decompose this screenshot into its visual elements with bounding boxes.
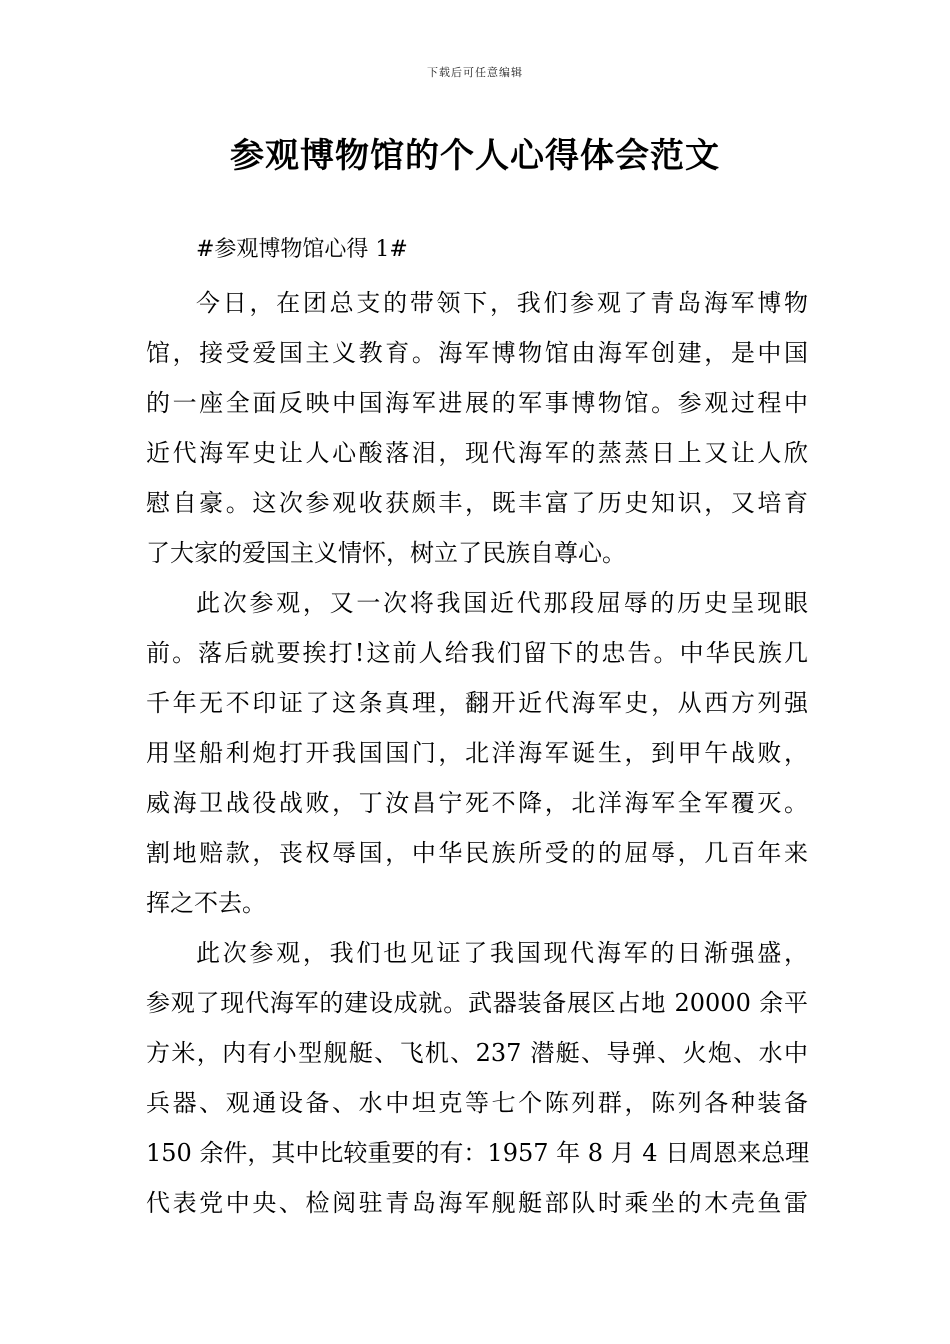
section-heading: #参观博物馆心得 1# bbox=[196, 237, 408, 262]
document-title: 参观博物馆的个人心得体会范文 bbox=[230, 136, 720, 176]
paragraph-2 bbox=[146, 578, 808, 928]
paragraph-line: 慰自豪。这次参观收获颇丰，既丰富了历史知识，又培育 bbox=[146, 489, 808, 517]
paragraph-line: 挥之不去。 bbox=[146, 889, 266, 917]
paragraph-line: 今日，在团总支的带领下，我们参观了青岛海军博物 bbox=[196, 289, 808, 317]
paragraph-line: 馆，接受爱国主义教育。海军博物馆由海军创建，是中国 bbox=[146, 339, 808, 367]
paragraph-3 bbox=[146, 928, 808, 1228]
paragraph-line: 前。落后就要挨打!这前人给我们留下的忠告。中华民族几 bbox=[146, 639, 808, 667]
paragraph-line: 威海卫战役战败，丁汝昌宁死不降，北洋海军全军覆灭。 bbox=[146, 789, 808, 817]
paragraph-line: 150 余件，其中比较重要的有：1957 年 8 月 4 日周恩来总理 bbox=[146, 1139, 810, 1167]
paragraph-1 bbox=[146, 278, 808, 578]
paragraph-line: 的一座全面反映中国海军进展的军事博物馆。参观过程中 bbox=[146, 389, 808, 417]
paragraph-line: 此次参观，我们也见证了我国现代海军的日渐强盛， bbox=[196, 939, 808, 967]
paragraph-line: 此次参观，又一次将我国近代那段屈辱的历史呈现眼 bbox=[196, 589, 808, 617]
paragraph-line: 割地赔款，丧权辱国，中华民族所受的的屈辱，几百年来 bbox=[146, 839, 808, 867]
paragraph-line: 方米，内有小型舰艇、飞机、237 潜艇、导弹、火炮、水中 bbox=[146, 1039, 808, 1067]
paragraph-line: 代表党中央、检阅驻青岛海军舰艇部队时乘坐的木壳鱼雷 bbox=[146, 1189, 808, 1217]
paragraph-line: 参观了现代海军的建设成就。武器装备展区占地 20000 余平 bbox=[146, 989, 808, 1017]
header-note: 下载后可任意编辑 bbox=[427, 66, 523, 79]
paragraph-line: 千年无不印证了这条真理，翻开近代海军史，从西方列强 bbox=[146, 689, 808, 717]
paragraph-line: 兵器、观通设备、水中坦克等七个陈列群，陈列各种装备 bbox=[146, 1089, 808, 1117]
paragraph-line: 用坚船利炮打开我国国门，北洋海军诞生，到甲午战败， bbox=[146, 739, 808, 767]
paragraph-line: 了大家的爱国主义情怀，树立了民族自尊心。 bbox=[146, 539, 626, 567]
document-body bbox=[146, 228, 808, 1228]
paragraph-line: 近代海军史让人心酸落泪，现代海军的蒸蒸日上又让人欣 bbox=[146, 439, 808, 467]
